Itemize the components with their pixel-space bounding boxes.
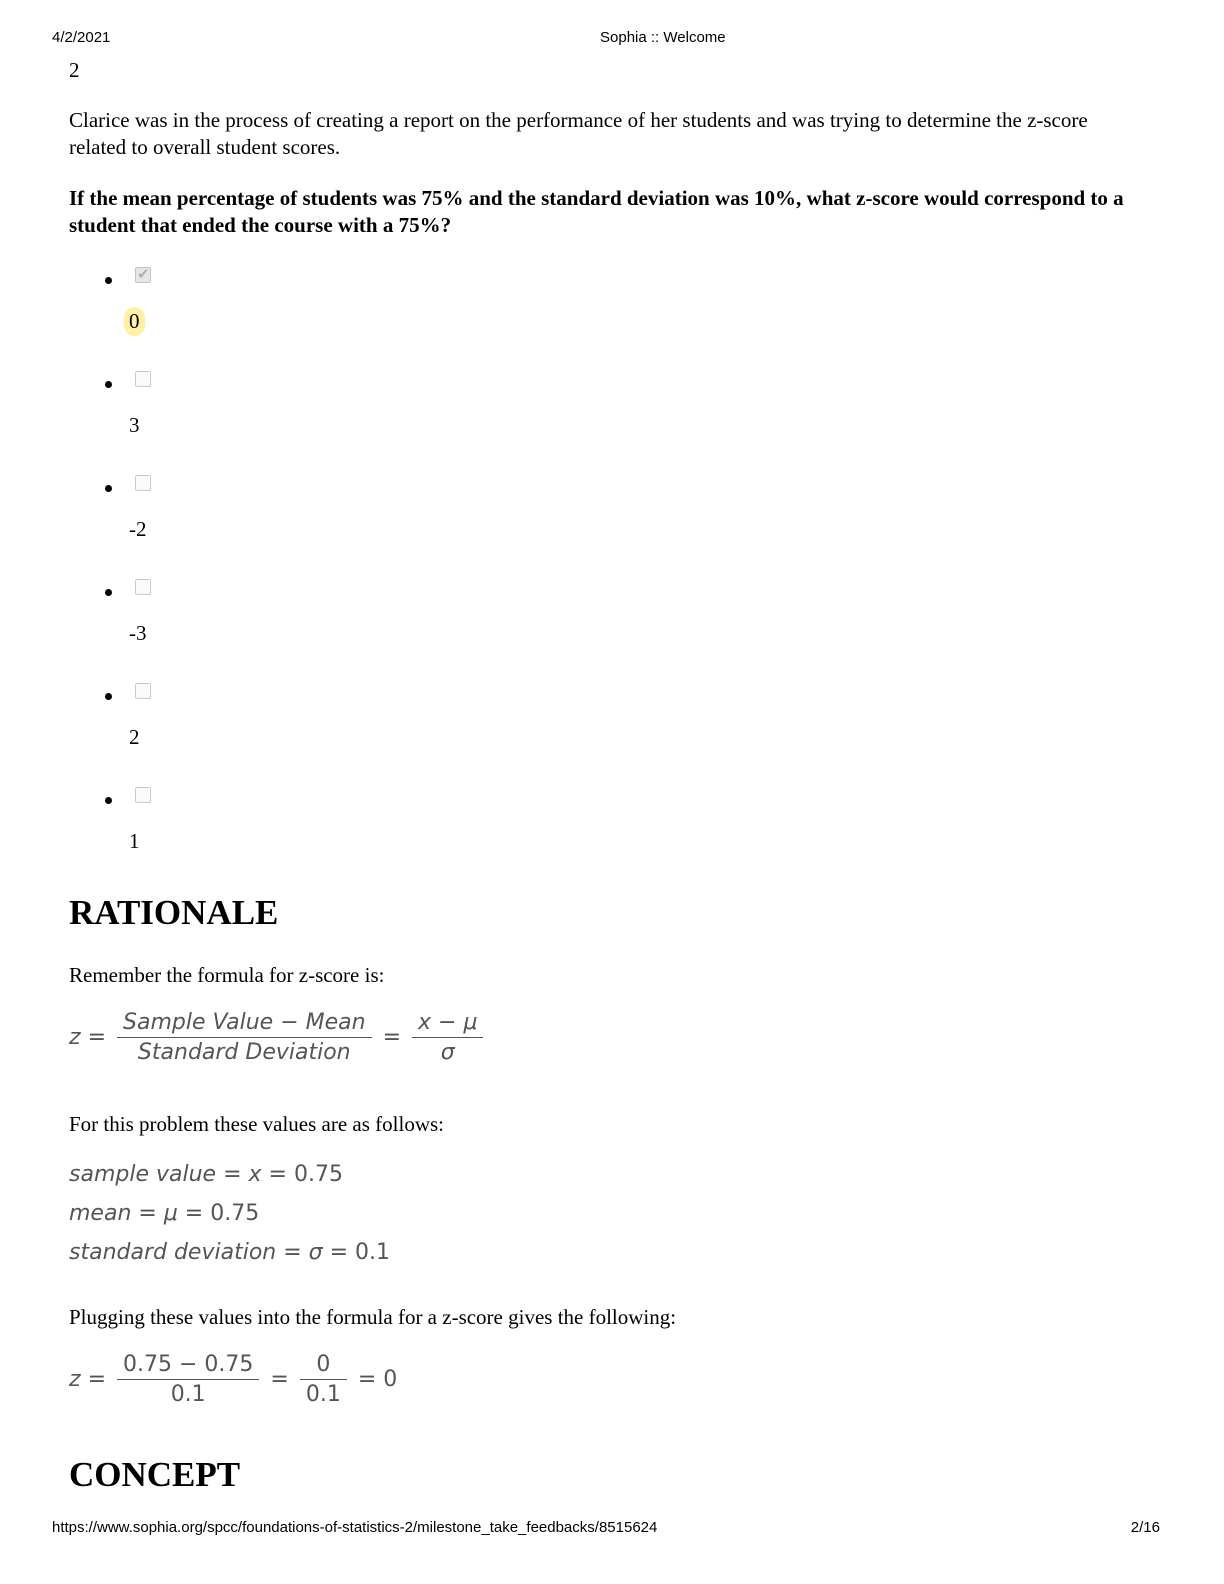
answer-label: 2 xyxy=(129,725,140,749)
formula-denominator-symbol: σ xyxy=(440,1040,455,1065)
value-name: standard deviation xyxy=(69,1240,277,1265)
formula-numerator-symbol: x − μ xyxy=(412,1010,483,1038)
value-line: standard deviation = σ = 0.1 xyxy=(69,1240,391,1265)
value-name: sample value xyxy=(69,1162,217,1187)
bullet xyxy=(105,797,112,804)
answer-checkbox[interactable] xyxy=(135,787,151,803)
zscore-formula xyxy=(69,1010,487,1065)
values-intro: For this problem these values are as follows: xyxy=(69,1112,445,1136)
answer-option[interactable] xyxy=(69,475,369,575)
zscore-calculation xyxy=(69,1352,397,1407)
print-header xyxy=(0,29,1224,49)
answer-checkbox[interactable] xyxy=(135,579,151,595)
answer-label: 0 xyxy=(124,307,145,336)
calc-numerator-2: 0 xyxy=(300,1352,347,1380)
bullet xyxy=(105,277,112,284)
answer-checkbox[interactable] xyxy=(135,475,151,491)
calc-numerator-1: 0.75 − 0.75 xyxy=(117,1352,259,1380)
bullet xyxy=(105,589,112,596)
calc-denominator-1: 0.1 xyxy=(170,1382,206,1407)
plug-intro: Plugging these values into the formula for a z-score gives the following: xyxy=(69,1305,677,1329)
answer-label: -3 xyxy=(129,621,147,645)
value-line: mean = μ = 0.75 xyxy=(69,1201,260,1226)
formula-fraction-words xyxy=(117,1010,372,1065)
formula-z: z xyxy=(69,1025,81,1050)
value-symbol: σ xyxy=(308,1240,323,1265)
calc-fraction-2 xyxy=(300,1352,347,1407)
print-date: 4/2/2021 xyxy=(52,29,111,46)
calc-result: = 0 xyxy=(357,1367,398,1392)
value-number: 0.1 xyxy=(355,1240,391,1265)
answer-option[interactable] xyxy=(69,787,369,887)
question-text: Clarice was in the process of creating a report on the performance of her students and was trying to determine the z-score related to overall student scores. xyxy=(69,108,1088,159)
formula-numerator: Sample Value − Mean xyxy=(117,1010,372,1038)
rationale-heading: RATIONALE xyxy=(69,893,279,932)
answer-label: -2 xyxy=(129,517,147,541)
calc-denominator-2: 0.1 xyxy=(305,1382,341,1407)
calc-fraction-1 xyxy=(117,1352,259,1407)
formula-fraction-symbols xyxy=(412,1010,483,1065)
print-footer xyxy=(0,1519,1224,1539)
answer-option[interactable] xyxy=(69,579,369,679)
page-number: 2/16 xyxy=(1130,1519,1160,1536)
answer-checkbox[interactable] xyxy=(135,267,151,283)
bullet xyxy=(105,693,112,700)
bullet xyxy=(105,485,112,492)
calc-equals: = xyxy=(270,1367,289,1392)
answer-label: 3 xyxy=(129,413,140,437)
answer-checkbox[interactable] xyxy=(135,683,151,699)
answer-option[interactable] xyxy=(69,683,369,783)
value-symbol: x xyxy=(248,1162,262,1187)
calc-equals: = xyxy=(87,1367,106,1392)
formula-denominator: Standard Deviation xyxy=(137,1040,351,1065)
check-icon: ✔ xyxy=(137,265,150,283)
calc-z: z xyxy=(69,1367,81,1392)
print-title: Sophia :: Welcome xyxy=(600,29,726,46)
answer-label: 1 xyxy=(129,829,140,853)
answer-option[interactable] xyxy=(69,267,369,367)
formula-equals: = xyxy=(87,1025,106,1050)
answer-option[interactable] xyxy=(69,371,369,471)
value-number: 0.75 xyxy=(210,1201,260,1226)
value-number: 0.75 xyxy=(293,1162,343,1187)
question-number: 2 xyxy=(69,58,80,82)
value-line: sample value = x = 0.75 xyxy=(69,1162,343,1187)
value-name: mean xyxy=(69,1201,132,1226)
value-symbol: μ xyxy=(163,1201,178,1226)
concept-heading: CONCEPT xyxy=(69,1455,241,1494)
page-url: https://www.sophia.org/spcc/foundations-of-statistics-2/milestone_take_feedbacks/8515624 xyxy=(52,1519,658,1536)
bullet xyxy=(105,381,112,388)
question-prompt: If the mean percentage of students was 75% and the standard deviation was 10%, what z-score would correspond to a student that ended the course with a 75%? xyxy=(69,186,1124,237)
formula-equals: = xyxy=(382,1025,401,1050)
answer-checkbox[interactable] xyxy=(135,371,151,387)
rationale-intro: Remember the formula for z-score is: xyxy=(69,963,385,987)
